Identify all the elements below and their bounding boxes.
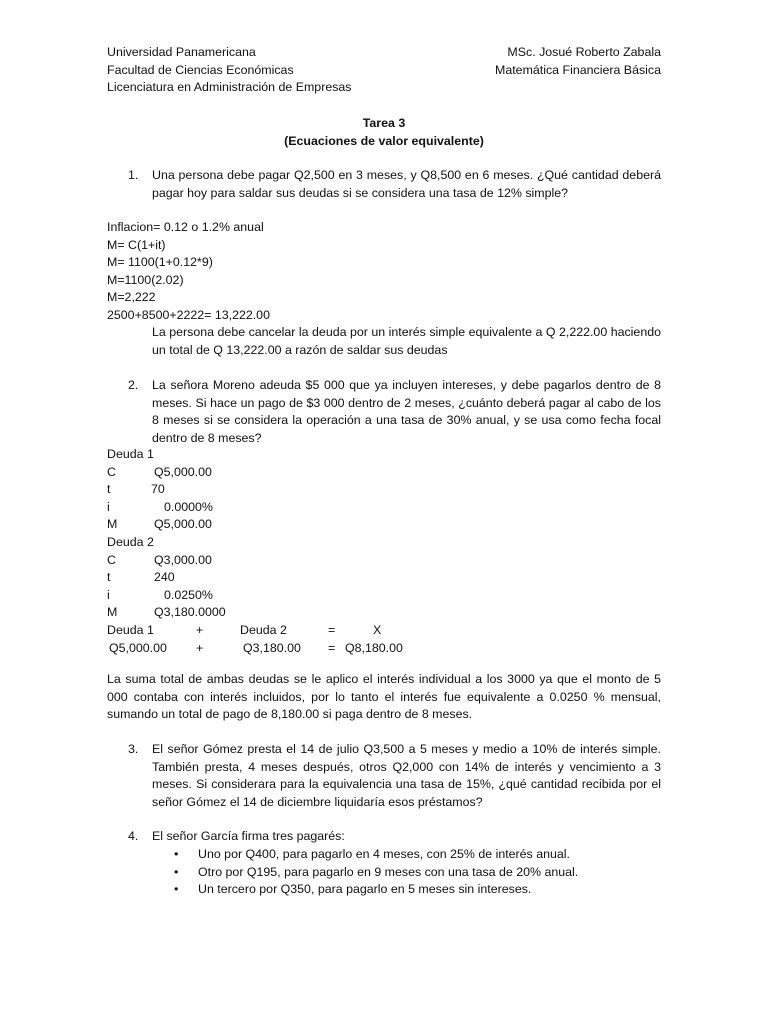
work-line: M= 1100(1+0.12*9) (107, 255, 213, 270)
list-item (0, 846, 768, 864)
row-label: i (107, 587, 110, 602)
list-item (0, 881, 768, 899)
equation-row (107, 622, 407, 640)
deuda-title: Deuda 2 (107, 534, 154, 549)
row-label: t (107, 570, 111, 585)
row-value: 0.0250% (164, 587, 213, 602)
header-professor: MSc. Josué Roberto Zabala (507, 45, 661, 59)
header-institution (107, 44, 352, 97)
work-line: Inflacion= 0.12 o 1.2% anual (107, 220, 264, 234)
row-value: Q5,000.00 (154, 517, 212, 532)
table-row (107, 552, 407, 570)
header-instructor (495, 44, 661, 79)
problem-2-conclusion: La suma total de ambas deudas se le aplico el interés individual a los 3000 ya que el monto de 5 000 contaba con interés incluidos, por lo tanto el interés fue equivalente a 0.0250 % mensual, sumando un total de pago de 8,180.00 si paga dentro de 8 meses. (107, 672, 661, 722)
work-line: M=2,222 (107, 290, 156, 305)
title-line-2: (Ecuaciones de valor equivalente) (284, 133, 484, 148)
row-value: Q5,000.00 (154, 464, 212, 479)
table-row (107, 464, 407, 482)
table-row (107, 604, 407, 622)
problem-1-answer: La persona debe cancelar la deuda por un interés simple equivalente a Q 2,222.00 haciendo un total de Q 13,222.00 a razón de saldar sus deudas (152, 325, 661, 357)
problem-text: La señora Moreno adeuda $5 000 que ya incluyen intereses, y debe pagarlos dentro de 8 meses. Si hace un pago de $3 000 dentro de 2 meses, ¿cuánto deberá pagar al cabo de los 8 meses si se considera la operación a una tasa de 30% anual, y se usa como fecha focal dentro de 8 meses? (152, 378, 661, 445)
problem-number: 2. (128, 378, 139, 392)
title-line-1: Tarea 3 (362, 116, 406, 130)
eq-term: X (373, 622, 382, 637)
table-row (107, 516, 407, 534)
problem-text: El señor García firma tres pagarés: (152, 829, 345, 843)
work-line: 2500+8500+2222= 13,222.00 (107, 307, 270, 322)
bullet-icon: • (174, 847, 179, 861)
problem-number: 3. (128, 742, 139, 756)
eq-plus: + (196, 640, 204, 655)
problem-number: 1. (128, 168, 139, 182)
bullet-text: Otro por Q195, para pagarlo en 9 meses con una tasa de 20% anual. (198, 864, 579, 879)
deuda-1-table (107, 446, 407, 657)
row-label: i (107, 499, 110, 514)
bullet-icon: • (174, 864, 179, 879)
problem-number: 4. (128, 829, 139, 843)
table-row (107, 499, 407, 517)
row-value: Q3,000.00 (154, 552, 212, 567)
eq-term: Deuda 2 (240, 622, 287, 637)
work-line: M= C(1+it) (107, 237, 166, 252)
table-row (107, 569, 407, 587)
eq-value: Q5,000.00 (109, 640, 167, 655)
bullet-text: Uno por Q400, para pagarlo en 4 meses, con 25% de interés anual. (198, 847, 570, 861)
table-row (107, 587, 407, 605)
deuda-title: Deuda 1 (107, 447, 154, 461)
problem-text: El señor Gómez presta el 14 de julio Q3,500 a 5 meses y medio a 10% de interés simple. También presta, 4 meses después, otros Q2,000 con 14% de interés y vencimiento a 3 meses. Si considerara para la equivalencia una tasa de 15%, ¿qué cantidad recibida por el señor Gómez el 14 de diciembre liquidaría esos préstamos? (152, 742, 661, 809)
eq-value: Q3,180.00 (243, 640, 301, 655)
row-value: 0.0000% (164, 499, 213, 514)
problem-text: Una persona debe pagar Q2,500 en 3 meses, y Q8,500 en 6 meses. ¿Qué cantidad deberá pagar hoy para saldar sus deudas si se considera una tasa de 12% simple? (152, 168, 661, 200)
eq-term: Deuda 1 (107, 622, 154, 637)
row-label: M (107, 517, 118, 532)
problem-4-bullets (0, 846, 768, 899)
row-label: C (107, 464, 116, 479)
eq-equals: = (328, 640, 336, 655)
eq-plus: + (196, 622, 204, 637)
row-value: 240 (154, 570, 175, 585)
row-label: t (107, 482, 111, 497)
row-value: Q3,180.0000 (154, 605, 226, 620)
page-title (0, 115, 768, 150)
list-item (0, 864, 768, 882)
bullet-icon: • (174, 882, 179, 897)
header-university: Universidad Panamericana (107, 45, 256, 59)
header-faculty: Facultad de Ciencias Económicas (107, 62, 294, 77)
eq-equals: = (328, 622, 336, 637)
row-label: C (107, 552, 116, 567)
table-row (107, 481, 407, 499)
row-value: 70 (151, 482, 165, 497)
row-label: M (107, 605, 118, 620)
header-course: Matemática Financiera Básica (495, 62, 661, 77)
header-degree: Licenciatura en Administración de Empresas (107, 80, 352, 95)
problem-1-work (107, 219, 270, 325)
work-line: M=1100(2.02) (107, 272, 184, 287)
bullet-text: Un tercero por Q350, para pagarlo en 5 meses sin intereses. (198, 882, 532, 897)
eq-value: Q8,180.00 (345, 640, 403, 655)
equation-row (107, 640, 407, 658)
